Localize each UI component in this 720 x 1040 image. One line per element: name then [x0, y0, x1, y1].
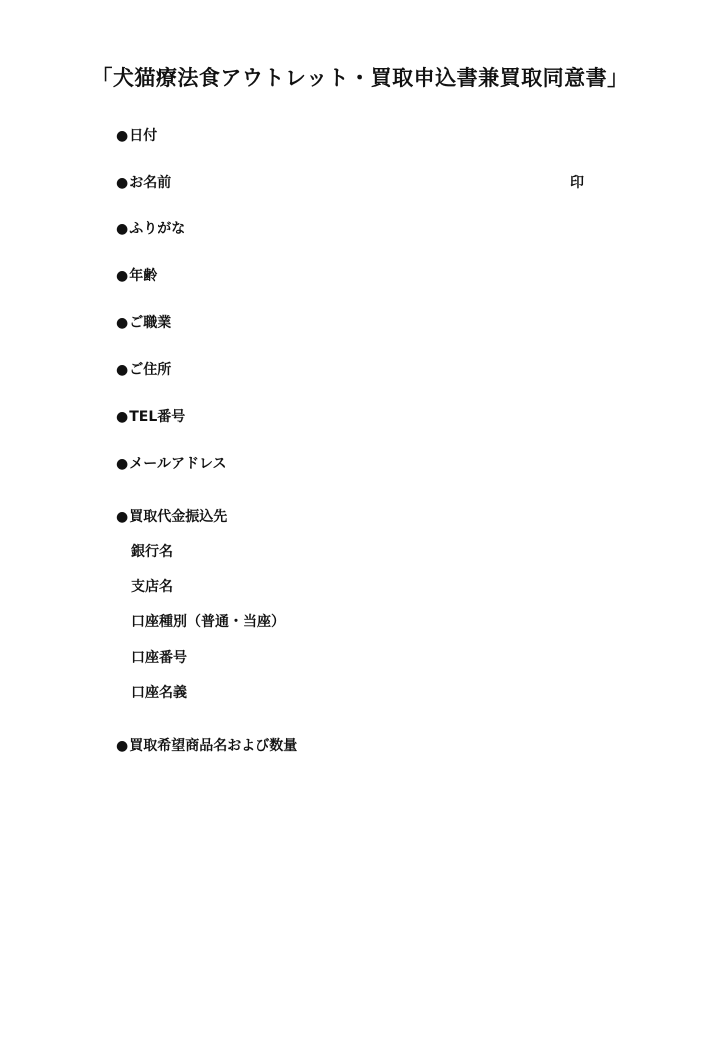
bullet-icon: ●: [116, 128, 129, 144]
bank-name-label: 銀行名: [131, 544, 173, 560]
field-furigana: [116, 220, 185, 238]
bullet-icon: ●: [116, 221, 129, 237]
field-name: [116, 174, 171, 192]
field-furigana-label: ふりがな: [129, 221, 186, 237]
field-name-label: お名前: [129, 175, 172, 191]
field-occupation: [116, 314, 171, 332]
field-age-label: 年齢: [129, 268, 158, 284]
field-bank-transfer: [116, 508, 227, 526]
field-occupation-label: ご職業: [129, 315, 172, 331]
seal-mark: 印: [570, 175, 584, 191]
bullet-icon: ●: [116, 315, 129, 331]
account-type-label: 口座種別（普通・当座）: [131, 614, 285, 630]
bullet-icon: ●: [116, 509, 129, 525]
bullet-icon: ●: [116, 456, 129, 472]
field-address: [116, 361, 171, 379]
field-tel: [116, 408, 185, 426]
field-date: [116, 127, 157, 145]
field-bank-transfer-label: 買取代金振込先: [129, 509, 228, 525]
field-age: [116, 267, 157, 285]
account-holder-label: 口座名義: [131, 685, 187, 701]
branch-name-label: 支店名: [131, 579, 173, 595]
field-items-label: 買取希望商品名および数量: [129, 738, 298, 754]
bullet-icon: ●: [116, 175, 129, 191]
field-items: [116, 737, 297, 755]
bullet-icon: ●: [116, 268, 129, 284]
form-title: 「犬猫療法食アウトレット・買取申込書兼買取同意書」: [91, 66, 629, 90]
field-date-label: 日付: [129, 128, 158, 144]
bullet-icon: ●: [116, 362, 129, 378]
bullet-icon: ●: [116, 738, 129, 754]
field-email: [116, 455, 227, 473]
field-email-label: メールアドレス: [129, 456, 227, 472]
field-tel-label: TEL番号: [129, 409, 186, 425]
field-address-label: ご住所: [129, 362, 172, 378]
bullet-icon: ●: [116, 409, 129, 425]
account-number-label: 口座番号: [131, 650, 187, 666]
